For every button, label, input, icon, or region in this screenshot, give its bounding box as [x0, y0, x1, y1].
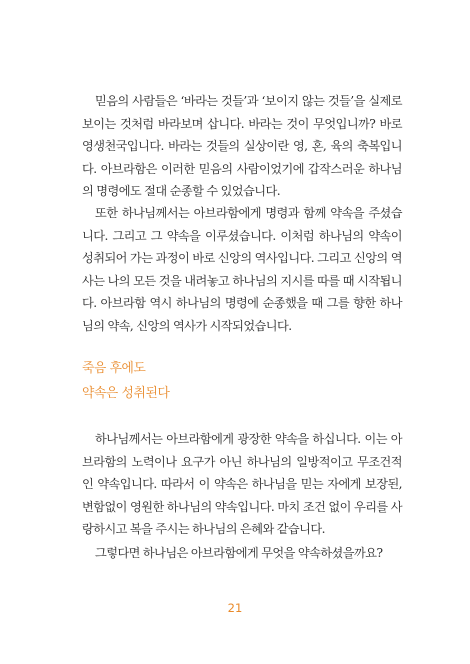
page-number: 21 [227, 601, 243, 615]
body-paragraph-3: 하나님께서는 아브라함에게 광장한 약속을 하십니다. 이는 아브라함의 노력이나 요구가 아닌 하나님의 일방적이고 무조건적인 약속입니다. 따라서 이 약속은 하나님을 믿는 자에게 보장된, 변함없이 영원한 하나님의 약속입니다. 마치 조건 없이 우리를 사랑하시고 복을 주시는 하나님의 은혜와 같습니다. [82, 432, 402, 537]
section-heading-line-2: 약속은 성취된다 [82, 386, 170, 401]
section-heading-line-1: 죽음 후에도 [82, 361, 146, 376]
body-paragraph-2: 또한 하나님께서는 아브라함에게 명령과 함께 약속을 주셨습니다. 그리고 그 약속을 이루셨습니다. 이처럼 하나님의 약속이 성취되어 가는 과정이 바로 신앙의 역사입니다. 그리고 신앙의 역사는 나의 모든 것을 내려놓고 하나님의 지시를 따를 때 시작됩니다. 아브라함 역시 하나님의 명령에 순종했을 때 그를 향한 하나님의 약속, 신앙의 역사가 시작되었습니다. [82, 206, 402, 333]
body-paragraph-4: 그렇다면 하나님은 아브라함에게 무엇을 약속하셨을까요? [95, 546, 383, 560]
body-paragraph-1: 믿음의 사람들은 ‘바라는 것들’과 ‘보이지 않는 것들’을 실제로 보이는 것처럼 바라보며 삽니다. 바라는 것이 무엇입니까? 바로 영생천국입니다. 바라는 것들의 실상이란 영, 혼, 육의 축복입니다. 아브라함은 이러한 믿음의 사람이었기에 갑작스러운 하나님의 명령에도 절대 순종할 수 있었습니다. [82, 94, 402, 199]
